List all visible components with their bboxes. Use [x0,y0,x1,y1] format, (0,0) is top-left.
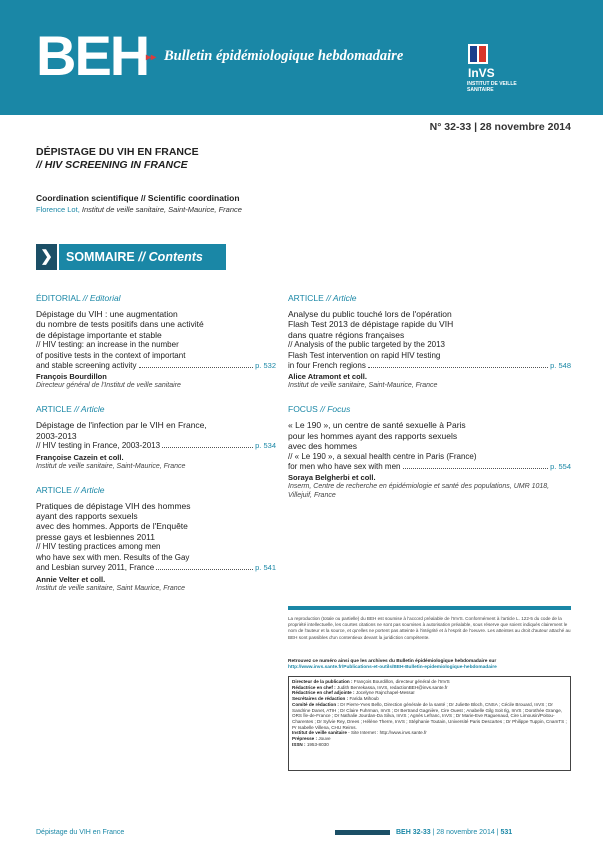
credit-label: Secrétaires de rédaction : [292,696,349,702]
credit-value: Judith Benrekassa, InVS, redactionBEH@invs.sante.fr [336,684,448,690]
article-title-en [36,441,276,451]
toc-entry [36,293,276,390]
section-heading [288,404,571,414]
header-band [0,0,603,115]
section-label-en: // Article [74,404,105,415]
beh-tagline: Bulletin épidémiologique hebdomadaire [164,48,404,64]
coordinator-name: Florence Lot, [36,205,80,214]
article-title-line: « Le 190 », un centre de santé sexuelle à Paris [288,420,466,431]
footer-issue [396,829,512,836]
toc-left-column [36,293,276,607]
page-leader[interactable] [36,441,276,451]
section-label: ARTICLE [36,404,72,415]
article-author: François Bourdillon [36,372,107,382]
beh-logo: BEH [36,24,149,87]
author-affiliation: Institut de veille sanitaire, Saint Maurice, France [36,584,186,592]
article-title-line: du nombre de tests positifs dans une activité [36,319,204,330]
section-label-en: // Editorial [82,293,121,303]
author-affiliation: Institut de veille sanitaire, Saint-Maurice, France [36,462,186,470]
credit-value: Farida Mihoub [349,696,379,702]
author-affiliation: Inserm, Centre de recherche en épidémiologie et santé des populations, UMR 1018, Villejuif, France [288,483,550,500]
dotted-leader [368,367,548,368]
article-title-en-line: of positive tests in the context of important [36,350,186,360]
leader-text: for men who have sex with men [288,462,401,472]
chevron-right-icon: ❯ [36,244,57,270]
section-heading [36,293,276,303]
section-label: ARTICLE [36,484,72,495]
footer-date: | 28 novembre 2014 | [432,829,499,836]
page-leader[interactable] [36,563,276,573]
page-title-en: // HIV SCREENING IN FRANCE [36,159,188,171]
footer-bar [335,830,390,835]
invs-logo: InVS [468,66,495,80]
archives-text: Retrouvez ce numéro ainsi que les archives du Bulletin épidémiologique hebdomadaire sur [288,659,497,664]
dotted-leader [403,468,549,469]
issue-number: N° 32-33 | 28 novembre 2014 [429,121,571,133]
leader-text: // HIV testing in France, 2003-2013 [36,441,161,451]
coordination-label-text: Coordination scientifique // Scientific coordination [36,193,240,203]
article-title-en-line: who have sex with men. Results of the Gay [36,552,190,562]
dotted-leader [139,367,254,368]
article-title[interactable] [36,501,276,543]
arrow-dots-icon: ▸▸ [146,52,157,63]
section-label-en: // Article [74,484,105,495]
article-title-line: pour les hommes ayant des rapports sexuels [288,430,458,441]
article-title-line: 2003-2013 [36,430,77,441]
credit-label: Prépresse : [292,736,318,742]
dotted-leader [162,447,253,448]
credit-value: 1953-8030 [306,741,329,747]
article-title-line: Analyse du public touché lors de l'opération [288,309,452,319]
sommaire-label: SOMMAIRE [66,250,135,264]
credit-label: Directeur de la publication : [292,679,353,684]
article-title-en [36,340,276,371]
page-number[interactable]: p. 532 [255,361,276,371]
article-title-en [288,452,571,473]
article-title-line: Dépistage du VIH : une augmentation [36,309,178,319]
article-title[interactable] [36,309,276,340]
section-label-en: // Focus [320,404,351,415]
author-affiliation: Directeur général de l'Institut de veille sanitaire [36,382,181,390]
page-number[interactable]: p. 534 [255,441,276,451]
credit-row [292,742,567,748]
toc-entry [288,404,571,500]
credit-label: Institut de veille sanitaire [292,730,347,736]
page-number[interactable]: p. 554 [550,462,571,472]
article-title-en [36,542,276,573]
dotted-leader [156,569,253,570]
article-author: Soraya Belgherbi et coll. [288,473,376,483]
article-author: Annie Velter et coll. [36,574,106,584]
section-label-en: // Article [326,293,357,303]
page-number[interactable]: p. 541 [255,563,276,573]
page-leader[interactable] [36,361,276,371]
article-title-line: avec des hommes. Apports de l'Enquête [36,521,188,532]
sommaire-header [59,244,226,270]
credit-row [292,702,567,731]
credit-label: Rédactrice en chef adjointe : [292,690,355,696]
article-author: Françoise Cazein et coll. [36,452,124,462]
credit-value: Dr Pierre-Yves Bello, Direction générale de la santé ; Dr Juliette Bloch, CNSA ; Cécile Brouard, InVS ; Dr Sandrine Danet, ATIH ; Dr Claire Fuhrman, InVS ; Dr Bertrand Gagnière, Cire Ouest ; Anabelle Gilg Soit Ilg, InVS ; Dorothée Grange, ORS Île-de-France ; Dr Nathalie Jourdan-Da Silva, InVS ; Agnès Lefranc, InVS ; Dr Marie-Eve Raguenaud, Cire Limousin/Poitou-Charentes ; Dr Sylvie Rey, Drees ; Hélène Therre, InVS ; Stéphanie Toutain, Université Paris Descartes ; Dr Philippe Tuppin, CnamTS ; Pr Isabelle Villena, CHU Reims. [292,701,567,730]
author-affiliation: Institut de veille sanitaire, Saint-Maurice, France [288,382,438,390]
page-number[interactable]: p. 548 [550,361,571,371]
article-title-line: Flash Test 2013 de dépistage rapide du VIH [288,319,454,330]
archives-link[interactable]: http://www.invs.sante.fr/Publications-et-outils/BEH-Bulletin-epidemiologique-hebdomadaire [288,665,497,670]
article-title[interactable] [36,420,276,441]
toc-right-column [288,293,571,514]
section-heading [36,485,276,495]
credit-value: Jouve [318,736,331,742]
footer-title: Dépistage du VIH en France [36,829,125,836]
credits-box [288,676,571,771]
section-label: ÉDITORIAL [36,293,81,303]
article-title-line: ayant des rapports sexuels [36,511,138,522]
article-title-line: avec des hommes [288,441,357,452]
article-title-en-line: // HIV testing: an increase in the number [36,340,179,350]
credit-label: Rédactrice en chef : [292,684,336,690]
article-title-en-line: // HIV testing practices among men [36,542,161,552]
section-label: ARTICLE [288,293,324,303]
coordination-label [36,193,240,203]
article-author: Alice Atramont et coll. [288,372,367,382]
page-leader[interactable] [288,361,571,371]
legal-divider [288,606,571,610]
leader-text: and stable screening activity [36,361,137,371]
toc-entry [36,404,276,470]
article-title[interactable] [288,309,571,340]
article-title-line: presse gays et lesbiennes 2011 [36,531,155,542]
credit-value: François Bourdillon, directeur général de l'InVS [353,679,450,684]
coordinator [36,205,242,214]
section-heading [36,404,276,414]
legal-notice: La reproduction (totale ou partielle) du BEH est soumise à l'accord préalable de l'InVS. Conformément à l'article L. 122-5 du code de la propriété intellectuelle, les courtes citations ne sont pas soumises à autorisation préalable, sous réserve que soient indiqués clairement le nom de l'auteur et la source, et qu'elles ne portent pas atteinte à l'intégrité et à l'esprit de l'oeuvre. Les atteintes au droit d'auteur attaché au BEH sont passibles d'un contentieux devant la juridiction compétente. [288,616,571,640]
toc-entry [36,485,276,593]
article-title-line: de dépistage importante et stable [36,329,162,340]
leader-text: and Lesbian survey 2011, France [36,563,155,573]
article-title-en-line: // Analysis of the public targeted by the 2013 [288,340,445,350]
section-heading [288,293,571,303]
article-title-en-line: Flash Test intervention on rapid HIV testing [288,350,441,360]
page-leader[interactable] [288,462,571,472]
article-title-line: Dépistage de l'infection par le VIH en France, [36,420,207,431]
leader-text: in four French regions [288,361,366,371]
credit-value: Jocelyne Rajnchapel-Messaï [355,690,415,696]
toc-entry [288,293,571,390]
credit-label: Comité de rédaction : [292,701,339,707]
archives-notice [288,659,571,671]
footer-page: 531 [500,829,513,836]
credit-label: ISSN : [292,741,306,747]
credit-value: - Site Internet : http://www.invs.sante.fr [348,730,427,736]
article-title[interactable] [288,420,571,451]
sommaire-label-en: // Contents [138,250,203,264]
section-label: FOCUS [288,404,318,415]
article-title-line: Pratiques de dépistage VIH des hommes [36,500,191,511]
footer-issue-number: BEH 32-33 [396,829,431,836]
article-title-en-line: // « Le 190 », a sexual health centre in Paris (France) [288,451,477,461]
article-title-en [288,340,571,371]
page-title: DÉPISTAGE DU VIH EN FRANCE [36,146,199,158]
invs-subtitle: INSTITUT DE VEILLE SANITAIRE [467,81,517,93]
article-title-line: dans quatre régions françaises [288,329,405,340]
coordinator-affiliation: Institut de veille sanitaire, Saint-Maurice, France [81,205,242,214]
